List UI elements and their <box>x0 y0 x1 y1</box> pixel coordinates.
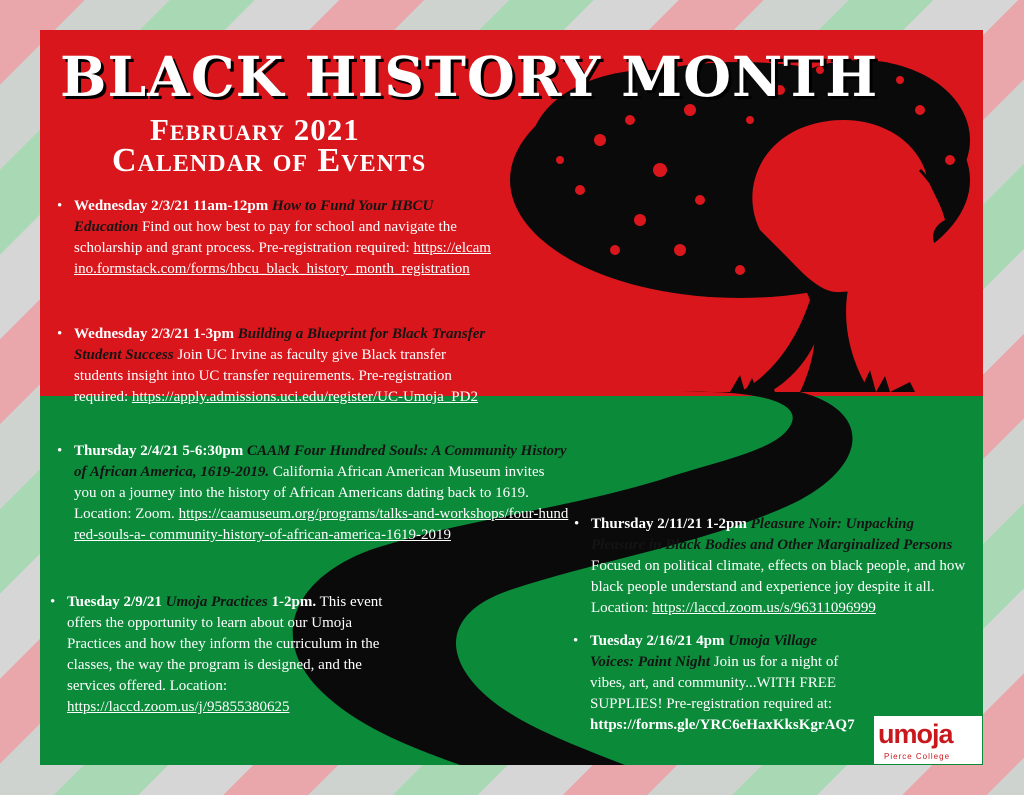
event-item <box>57 196 494 280</box>
event-item <box>573 631 860 736</box>
bullet-icon: • <box>574 516 580 532</box>
bullet-icon: • <box>57 198 63 214</box>
event-title: Umoja Practices <box>165 594 268 610</box>
event-when: Thursday 2/4/21 5-6:30pm <box>74 443 244 459</box>
logo-text: umoja <box>878 719 953 749</box>
page-title: BLACK HISTORY MONTH <box>60 44 879 109</box>
event-description: Join UC Irvine as faculty give Black transfer students insight into UC transfer requirements. Pre-registration required: <box>74 347 452 405</box>
event-item <box>50 592 407 718</box>
event-item <box>57 324 494 408</box>
flyer-poster <box>40 30 983 765</box>
event-link[interactable]: https://elcamino.formstack.com/forms/hbcu_black_history_month_registration <box>74 240 491 277</box>
event-title: Pleasure Noir: Unpacking Pleasure in Black Bodies and Other Marginalized Persons <box>591 516 953 553</box>
event-title: Building a Blueprint for Black Transfer Student Success <box>74 326 486 363</box>
bullet-icon: • <box>573 633 579 649</box>
event-link[interactable]: https://forms.gle/YRC6eHaxKksKgrAQ7 <box>590 717 855 733</box>
event-when: Thursday 2/11/21 1-2pm <box>591 516 747 532</box>
subtitle-month: February 2021 <box>150 112 360 147</box>
bullet-icon: • <box>50 594 56 610</box>
event-when: Tuesday 2/16/21 4pm <box>590 633 725 649</box>
event-description: Join us for a night of vibes, art, and community...WITH FREE SUPPLIES! Pre-registration required at: <box>590 654 839 712</box>
subtitle-calendar: Calendar of Events <box>112 142 427 179</box>
event-description: Focused on political climate, effects on black people, and how black people understand and experience joy despite it all. Location: <box>591 558 966 616</box>
event-description: Find out how best to pay for school and navigate the scholarship and grant process. Pre-registration required: <box>74 219 457 256</box>
event-description: California African American Museum invites you on a journey into the history of African Americans dating back to 1619. Location: Zoom. <box>74 464 545 522</box>
umoja-logo <box>874 716 982 764</box>
event-link[interactable]: https://laccd.zoom.us/j/95855380625 <box>67 699 290 715</box>
event-item <box>574 514 971 619</box>
event-when: Tuesday 2/9/21 <box>67 594 162 610</box>
event-title: How to Fund Your HBCU Education <box>74 198 434 235</box>
event-link[interactable]: https://caamuseum.org/programs/talks-and-workshops/four-hundred-souls-a- community-history-of-african-america-1619-2019 <box>74 506 569 543</box>
event-title: Umoja Village Voices: Paint Night <box>590 633 817 670</box>
event-title: CAAM Four Hundred Souls: A Community History of African America, 1619-2019. <box>74 443 567 480</box>
event-link[interactable]: https://laccd.zoom.us/s/96311096999 <box>652 600 876 616</box>
event-description: This event offers the opportunity to learn about our Umoja Practices and how they inform the curriculum in the classes, the way the program is designed, and the services offered. Location: <box>67 594 383 694</box>
event-link[interactable]: https://apply.admissions.uci.edu/register/UC-Umoja_PD2 <box>131 389 478 405</box>
event-item <box>57 441 570 546</box>
logo-college: Pierce College <box>884 752 951 761</box>
bullet-icon: • <box>57 326 63 342</box>
event-time: 1-2pm. <box>271 594 317 610</box>
event-when: Wednesday 2/3/21 11am-12pm <box>74 198 269 214</box>
event-when: Wednesday 2/3/21 1-3pm <box>74 326 235 342</box>
bullet-icon: • <box>57 443 63 459</box>
